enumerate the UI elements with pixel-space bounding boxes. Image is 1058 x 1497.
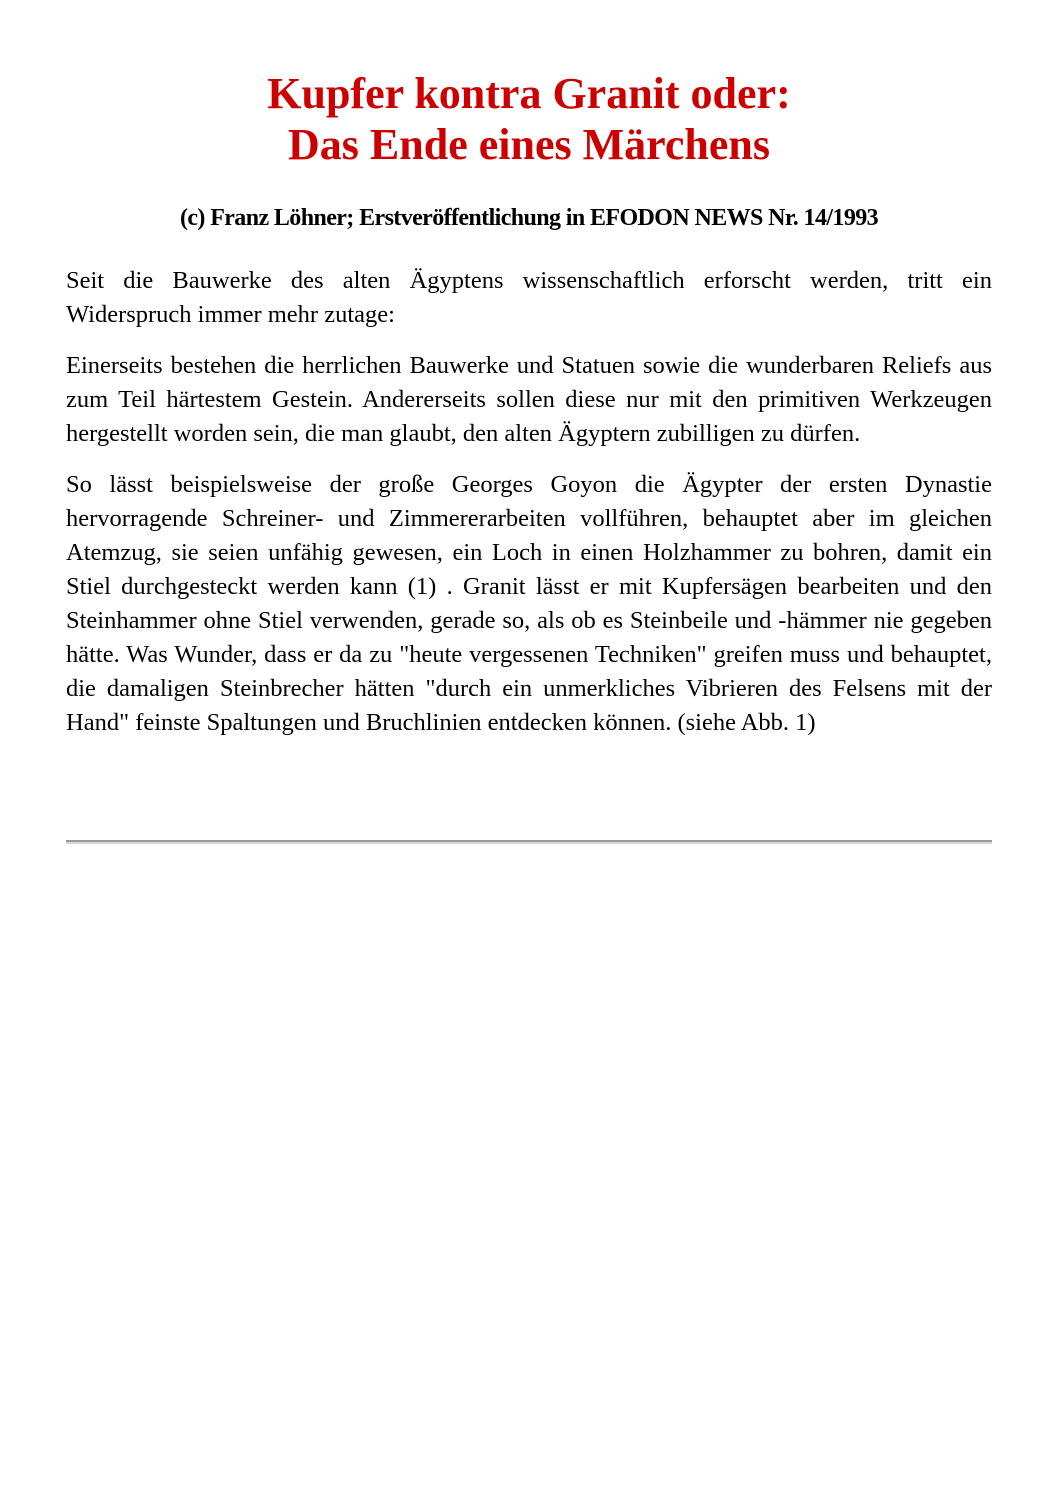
article-body bbox=[66, 264, 992, 757]
title-line-2: Das Ende eines Märchens bbox=[288, 120, 770, 169]
horizontal-divider bbox=[66, 840, 992, 844]
paragraph-2: Einerseits bestehen die herrlichen Bauwerke und Statuen sowie die wunderbaren Reliefs aus zum Teil härtestem Gestein. Andererseits sollen diese nur mit den primitiven Werkzeugen hergestellt worden sein, die man glaubt, den alten Ägyptern zubilligen zu dürfen. bbox=[66, 352, 992, 447]
byline: (c) Franz Löhner; Erstveröffentlichung in EFODON NEWS Nr. 14/1993 bbox=[179, 205, 879, 231]
page-title bbox=[0, 68, 1058, 170]
paragraph-1: Seit die Bauwerke des alten Ägyptens wissenschaftlich erforscht werden, tritt ein Widerspruch immer mehr zutage: bbox=[66, 267, 992, 328]
paragraph-3: So lässt beispielsweise der große Georges Goyon die Ägypter der ersten Dynastie hervorragende Schreiner- und Zimmererarbeiten vollführen, behauptet aber im gleichen Atemzug, sie seien unfähig gewesen, ein Loch in einen Holzhammer zu bohren, damit ein Stiel durchgesteckt werden kann (1) . Granit lässt er mit Kupfersägen bearbeiten und den Steinhammer ohne Stiel verwenden, gerade so, als ob es Steinbeile und -hämmer nie gegeben hätte. Was Wunder, dass er da zu "heute vergessenen Techniken" greifen muss und behauptet, die damaligen Steinbrecher hätten "durch ein unmerkliches Vibrieren des Felsens mit der Hand" feinste Spaltungen und Bruchlinien entdecken können. (siehe Abb. 1) bbox=[66, 471, 992, 736]
title-line-1: Kupfer kontra Granit oder: bbox=[267, 69, 791, 118]
